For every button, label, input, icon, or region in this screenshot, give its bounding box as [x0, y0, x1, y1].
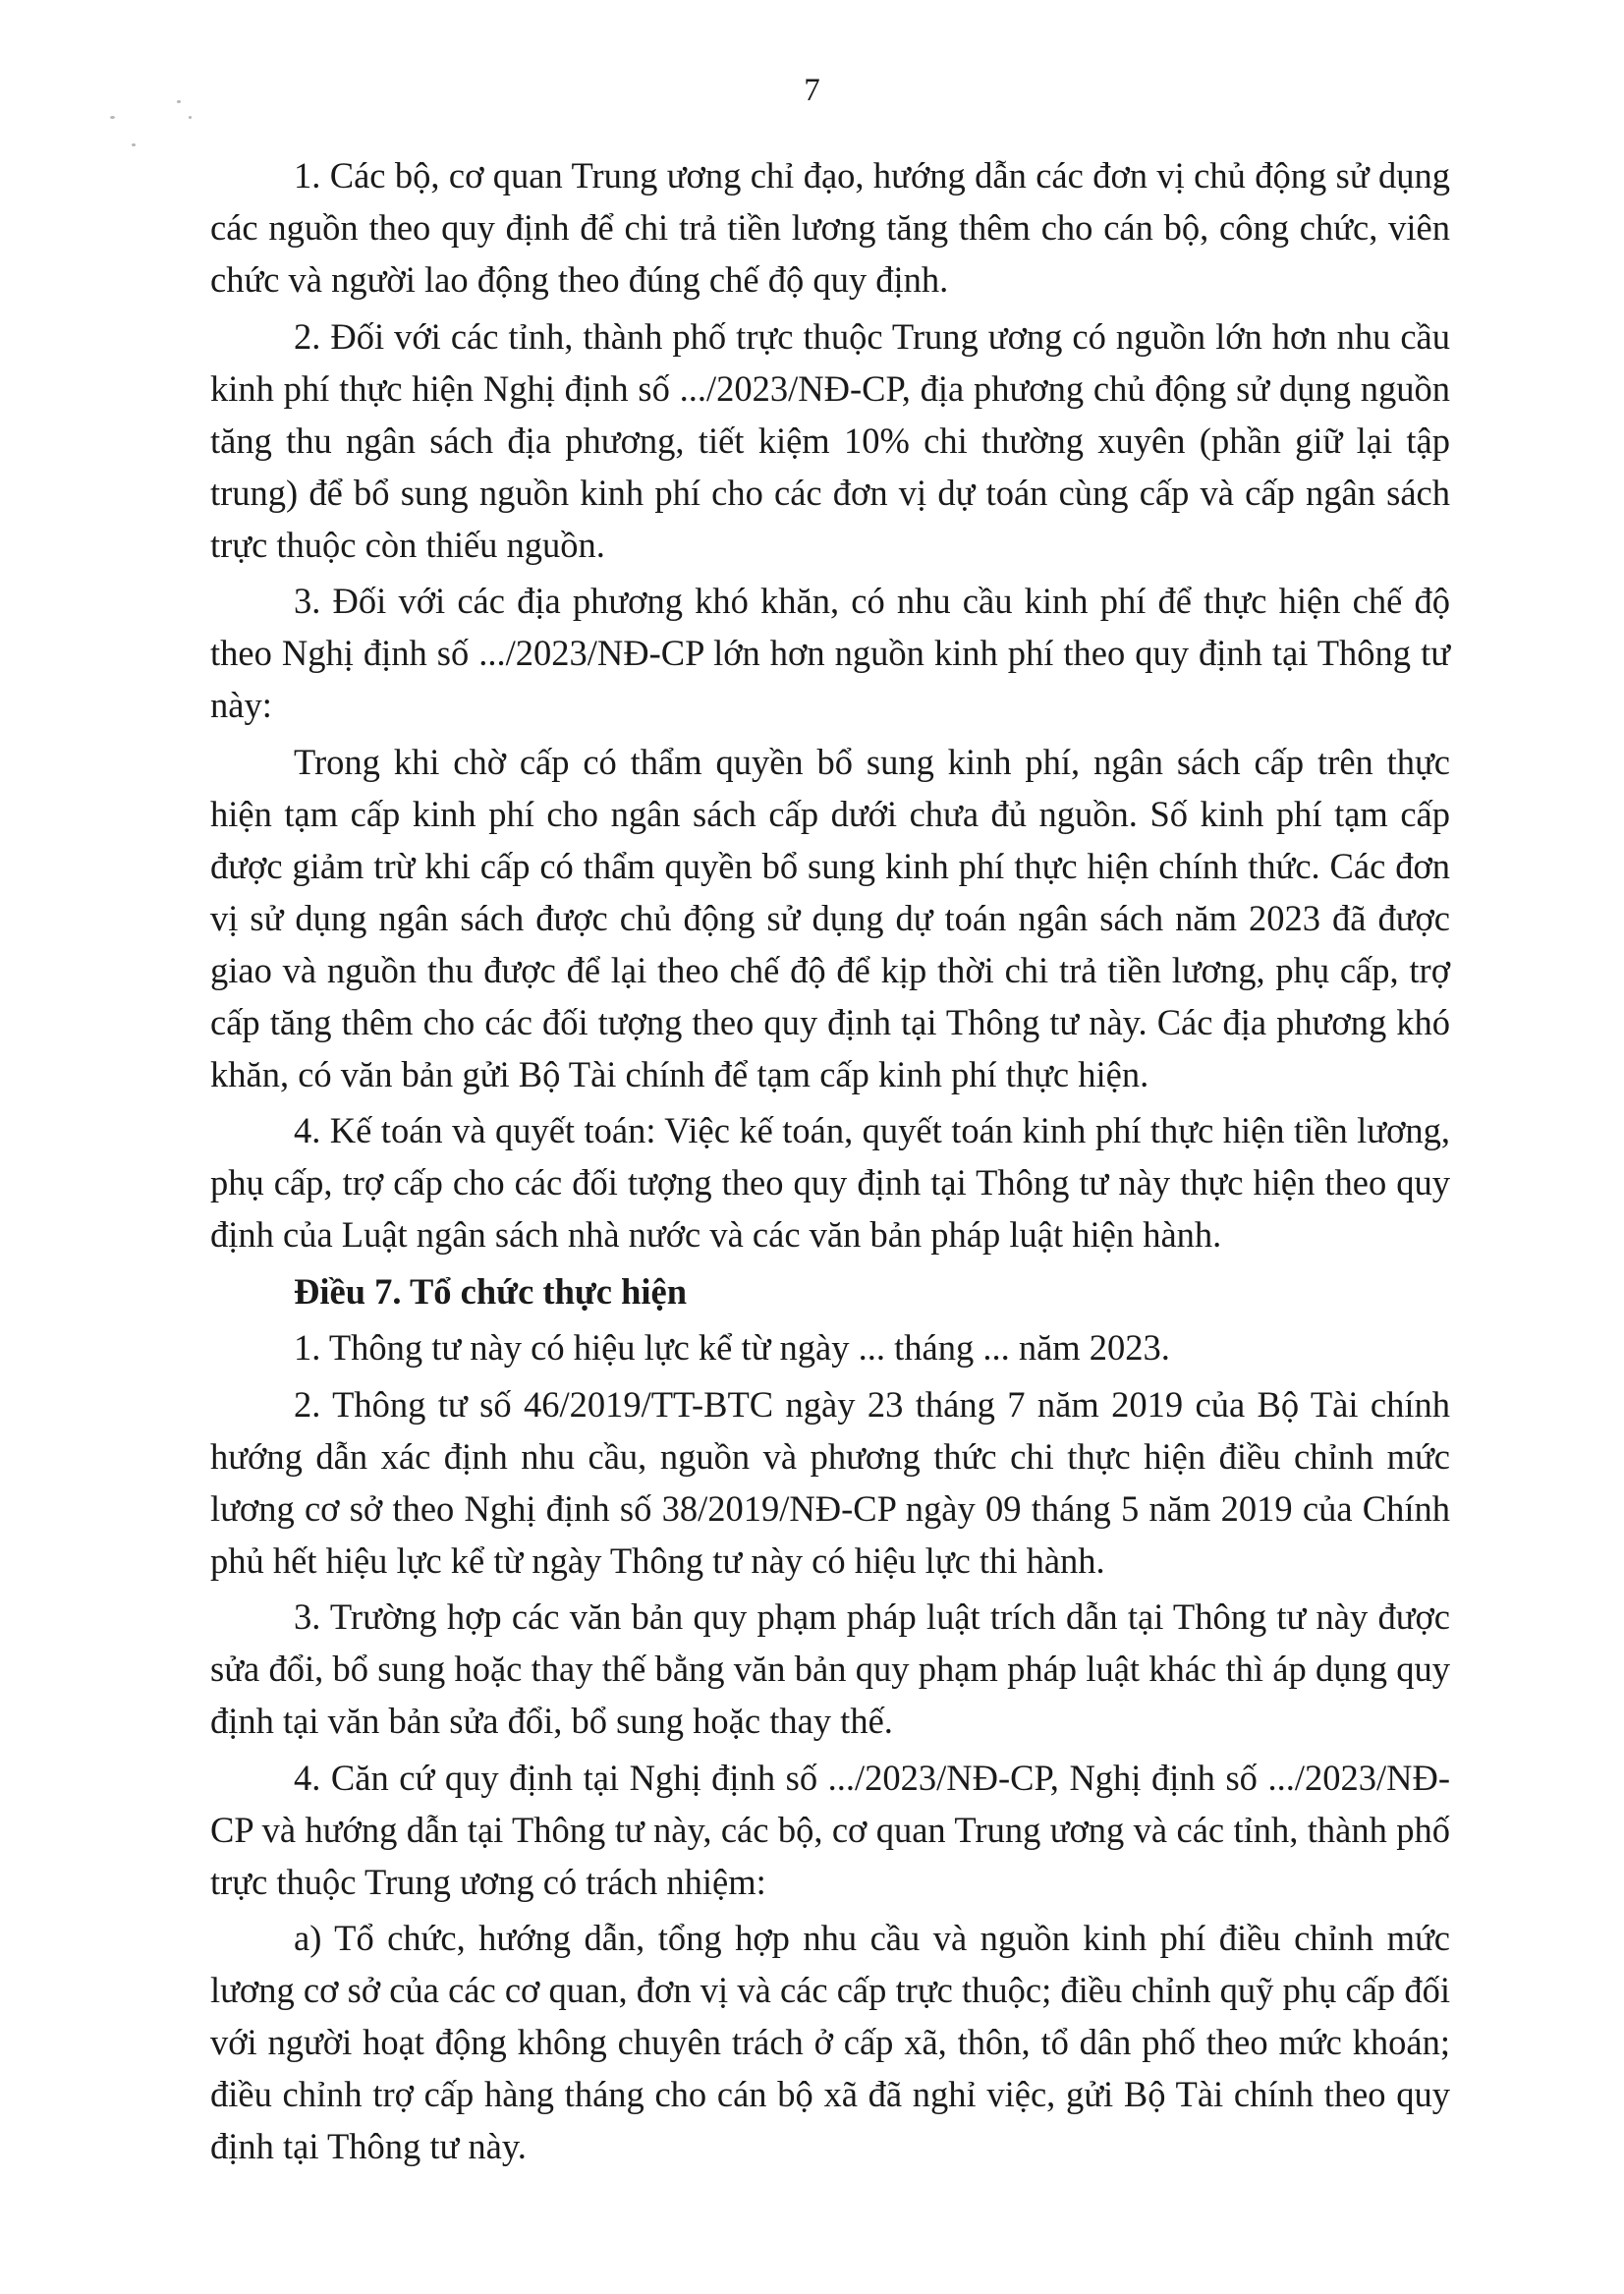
paragraph-clause-2: 2. Đối với các tỉnh, thành phố trực thuộc Trung ương có nguồn lớn hơn nhu cầu kinh phí thực hiện Nghị định số .../2023/NĐ-CP, địa phương chủ động sử dụng nguồn tăng thu ngân sách địa phương, tiết kiệm 10% chi thường xuyên (phần giữ lại tập trung) để bổ sung nguồn kinh phí cho các đơn vị dự toán cùng cấp và cấp ngân sách trực thuộc còn thiếu nguồn.: [210, 315, 1450, 565]
paragraph-article-7-clause-4a: a) Tổ chức, hướng dẫn, tổng hợp nhu cầu và nguồn kinh phí điều chỉnh mức lương cơ sở của các cơ quan, đơn vị và các cấp trực thuộc; điều chỉnh quỹ phụ cấp đối với người hoạt động không chuyên trách ở cấp xã, thôn, tổ dân phố theo mức khoán; điều chỉnh trợ cấp hàng tháng cho cán bộ xã đã nghỉ việc, gửi Bộ Tài chính theo quy định tại Thông tư này.: [210, 1918, 1450, 2166]
scan-speck: [110, 116, 115, 119]
paragraph-article-7-clause-2: 2. Thông tư số 46/2019/TT-BTC ngày 23 tháng 7 năm 2019 của Bộ Tài chính hướng dẫn xác định nhu cầu, nguồn và phương thức chi thực hiện điều chỉnh mức lương cơ sở theo Nghị định số 38/2019/NĐ-CP ngày 09 tháng 5 năm 2019 của Chính phủ hết hiệu lực kể từ ngày Thông tư này có hiệu lực thi hành.: [210, 1383, 1450, 1581]
paragraph-article-7-clause-3: 3. Trường hợp các văn bản quy phạm pháp luật trích dẫn tại Thông tư này được sửa đổi, bổ sung hoặc thay thế bằng văn bản quy phạm pháp luật khác thì áp dụng quy định tại văn bản sửa đổi, bổ sung hoặc thay thế.: [210, 1596, 1450, 1741]
paragraph-clause-1: 1. Các bộ, cơ quan Trung ương chỉ đạo, hướng dẫn các đơn vị chủ động sử dụng các nguồn theo quy định để chi trả tiền lương tăng thêm cho cán bộ, công chức, viên chức và người lao động theo đúng chế độ quy định.: [210, 155, 1450, 300]
paragraph-clause-4: 4. Kế toán và quyết toán: Việc kế toán, quyết toán kinh phí thực hiện tiền lương, phụ cấp, trợ cấp cho các đối tượng theo quy định tại Thông tư này thực hiện theo quy định của Luật ngân sách nhà nước và các văn bản pháp luật hiện hành.: [210, 1110, 1450, 1255]
paragraph-article-7-clause-1: 1. Thông tư này có hiệu lực kể từ ngày ... tháng ... năm 2023.: [294, 1327, 1170, 1368]
paragraph-article-7-clause-4: 4. Căn cứ quy định tại Nghị định số .../2023/NĐ-CP, Nghị định số .../2023/NĐ-CP và hướng dẫn tại Thông tư này, các bộ, cơ quan Trung ương và các tỉnh, thành phố trực thuộc Trung ương có trách nhiệm:: [210, 1757, 1450, 1902]
page-number: 7: [804, 73, 820, 108]
paragraph-clause-3: 3. Đối với các địa phương khó khăn, có nhu cầu kinh phí để thực hiện chế độ theo Nghị định số .../2023/NĐ-CP lớn hơn nguồn kinh phí theo quy định tại Thông tư này:: [210, 581, 1450, 725]
article-7-heading: Điều 7. Tổ chức thực hiện: [294, 1270, 688, 1312]
paragraph-clause-3-detail: Trong khi chờ cấp có thẩm quyền bổ sung kinh phí, ngân sách cấp trên thực hiện tạm cấp kinh phí cho ngân sách cấp dưới chưa đủ nguồn. Số kinh phí tạm cấp được giảm trừ khi cấp có thẩm quyền bổ sung kinh phí thực hiện chính thức. Các đơn vị sử dụng ngân sách được chủ động sử dụng dự toán ngân sách năm 2023 đã được giao và nguồn thu được để lại theo chế độ để kịp thời chi trả tiền lương, phụ cấp, trợ cấp tăng thêm cho các đối tượng theo quy định tại Thông tư này. Các địa phương khó khăn, có văn bản gửi Bộ Tài chính để tạm cấp kinh phí thực hiện.: [210, 741, 1450, 1094]
scan-speck: [189, 116, 192, 119]
scan-speck: [132, 143, 136, 146]
document-body: [210, 149, 1450, 2177]
